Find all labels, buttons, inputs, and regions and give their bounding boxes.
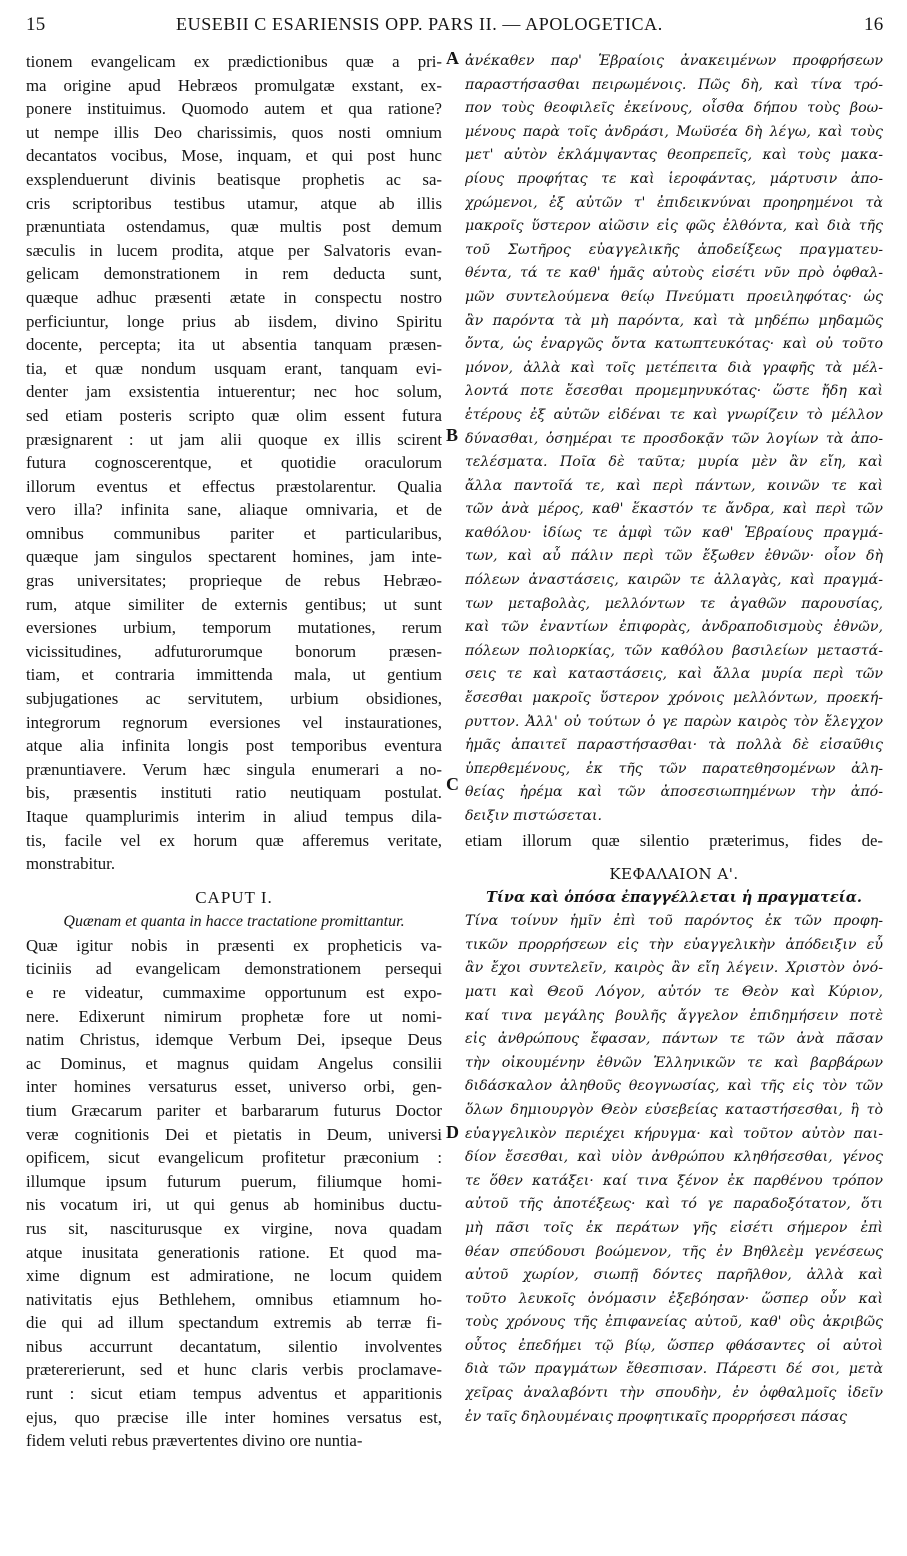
text-line: αὐτοῦ τῆς ἀποτέξεως· καὶ τό γε παραδοξότατον, ὅτι — [465, 1196, 883, 1213]
text-line: θέαν σπεύδουσι βοώμενον, τῆς ἐν Βηθλεὲμ γενέσεως — [465, 1243, 883, 1260]
text-line: μετ' αὐτὸν ἐκλάμψαντας θεοπρεπεῖς, καὶ τοὺς μακα- — [465, 147, 883, 164]
chapter-heading-latin: CAPUT I. — [195, 887, 273, 907]
text-line: εἰς ἀνθρώπους ἔφασαν, πάντων τε τῶν ἀνὰ πᾶσαν — [465, 1031, 883, 1048]
text-line: λοντά ποτε ἔσεσθαι προμεμηνυκότας· ὥστε ἤδη καὶ — [465, 383, 883, 400]
text-line: ἔσεσθαι μακροῖς ὕστερον χρόνοις μελλόντων, προεκή- — [465, 690, 883, 707]
text-line: πόλεων πολιορκίας, τῶν καθόλου βασιλείων μεταστά- — [465, 642, 883, 659]
text-line: decantatos vocibus, Mose, inquam, et qui post hunc — [26, 146, 442, 166]
text-line: δειξιν πιστώσεται. — [465, 808, 603, 824]
text-line: cris scriptoribus testibus utamur, atque ab illis — [26, 193, 442, 213]
text-line: ἡμᾶς ἀπαιτεῖ παραστήσασθαι· τὰ πολλὰ δὲ εἰσαῦθις — [465, 737, 883, 754]
text-line: fidem veluti rebus prævertentes divino ore nuntia- — [26, 1431, 363, 1451]
text-line: die qui ad illum spectandum extremis ab terræ fi- — [26, 1313, 442, 1333]
text-line: ἐν ταῖς δηλουμέναις προφητικαῖς προρρήσεσι πάσας — [465, 1408, 847, 1425]
text-line: integrorum regnorum eversiones vel instaurationes, — [26, 712, 442, 732]
text-line: ponere instituimus. Quomodo autem et qua ratione? — [26, 99, 442, 119]
text-line: τε ὅθεν κατάξει· καί τινα ξένον ἐκ παρθένου τρόπον — [465, 1172, 883, 1189]
text-line: ἂν ἔχοι συντελεῖν, καιρὸς ἂν εἴη λέγειν. Χριστὸν ὀνό- — [465, 960, 883, 977]
text-line: τοῦτο λευκοῖς ὀνόμασιν ἐξεβόησαν· ὥσπερ οὖν καὶ — [465, 1290, 883, 1307]
text-line: καὶ τῶν ἐναντίων ἐπιφορὰς, ἀνδραποδισμοὺς ἐθνῶν, — [465, 619, 883, 636]
text-line: διδάσκαλον ἀληθοῦς θεογνωσίας, καὶ τῆς εἰς τὸν τῶν — [465, 1078, 883, 1095]
text-line: πόλεων ἀναστάσεις, καιρῶν τε ἀλλαγὰς, καὶ πραγμά- — [465, 572, 883, 589]
text-line: των μεταβολὰς, μελλόντων τε ἀγαθῶν παρουσίας, — [465, 595, 883, 612]
text-line: μένους παρὰ τοῖς ἀνδράσι, Μωϋσέα δὴ λέγω, καὶ τοὺς — [465, 123, 883, 140]
text-line: tis, facile vel ex horum quæ afferemus veritate, — [26, 830, 442, 850]
text-line: καί τινα μεγάλης βουλῆς ἄγγελον ἐπιδημήσειν ποτὲ — [465, 1007, 883, 1024]
text-line: χεῖρας ἀναλαβόντι τὴν σπουδὴν, ἐν ὀφθαλμοῖς ἰδεῖν — [465, 1385, 883, 1402]
text-line: prætererierunt, sed et hunc claris verbis proclamave- — [26, 1360, 442, 1380]
text-line: οὗτος ἐπεδήμει τῷ βίῳ, ὥσπερ φθάσαντες οἱ αὐτοὶ — [465, 1337, 883, 1354]
chapter-subtitle-latin: Quænam et quanta in hacce tractatione promittantur. — [63, 912, 405, 930]
section-gap — [465, 852, 883, 862]
text-line: tia, et quæ nondum usquam erant, tanquam evi- — [26, 358, 442, 378]
text-line: tium Græcarum pariter et barbararum futurus Doctor — [26, 1100, 442, 1120]
text-line: μῶν συντελούμενα θείῳ Πνεύματι προειληφότας· ὡς — [465, 288, 883, 305]
text-line: quæque jam singulos spectarent homines, jam inte- — [26, 547, 442, 567]
text-line: σεις τε καὶ καταστάσεις, καὶ ἄλλα μυρία περὶ τῶν — [465, 666, 883, 683]
text-line: των, καὶ αὖ πάλιν περὶ τῶν ἔξωθεν ἐθνῶν· οἷον δὴ — [465, 548, 883, 565]
text-line: natim Christus, idemque Verbum Dei, ipseque Deus — [26, 1030, 442, 1050]
text-line: θέντα, τά τε καθ' ἡμᾶς αὐτοὺς εἰσέτι νῦν πρὸ ὀφθαλ- — [465, 265, 883, 282]
text-line: ρυττον. Ἀλλ' οὐ τούτων ὁ γε παρὼν καιρὸς τὸν ἔλεγχον — [465, 713, 883, 730]
latin-continuation-line: etiam illorum quæ silentio præterimus, fides de- — [465, 830, 883, 850]
text-line: ἄλλα παντοῖά τε, καὶ περὶ πάντων, κοινῶν τε καὶ — [465, 477, 883, 494]
text-line: subjugationes ac servitutem, urbium obsidiones, — [26, 689, 442, 709]
text-line: ρίους προφήτας τε καὶ ἱεροφάντας, μάρτυσιν ἀπο- — [465, 170, 883, 187]
margin-letter-a: A — [446, 48, 459, 68]
text-line: δίον ἔσεσθαι, καὶ υἱὸν ἀνθρώπου κληθήσεσθαι, γένος — [465, 1149, 883, 1166]
text-line: monstrabitur. — [26, 854, 116, 874]
text-line: docente, percepta; ita ut absentia tanquam præsen- — [26, 335, 442, 355]
text-line: τελέσματα. Ποῖα δὲ ταῦτα; μυρία μὲν ἂν εἴη, καὶ — [465, 454, 883, 471]
margin-letter-b: B — [446, 425, 459, 445]
text-line: opificem, sicut evangelicum profitetur præconium : — [26, 1148, 442, 1168]
text-line: omnibus communibus pariter et particularibus, — [26, 523, 442, 543]
latin-column — [26, 50, 442, 1453]
text-line: veræ cognitionis Dei et pietatis in Deum, universi — [26, 1124, 442, 1144]
text-line: nis vocatum iri, ut qui genus ab hominibus ductu- — [26, 1195, 442, 1215]
text-line: perficiuntur, longe prius ab iisdem, divino Spiritu — [26, 311, 442, 331]
text-line: Itaque quamplurimis interim in aliud tempus dila- — [26, 807, 442, 826]
text-line: ut nempe illis Deo charissimis, quos nosti omnium — [26, 122, 442, 142]
text-line: gras universitates; proprieque de rebus Hebræo- — [26, 571, 442, 591]
greek-chapter-paragraph — [465, 910, 883, 1429]
chapter-subtitle-greek: Τίνα καὶ ὁπόσα ἐπαγγέλλεται ἡ πραγματεία. — [486, 889, 862, 907]
text-line: ac Dominus, et magnus quidam Angelus consilii — [26, 1053, 442, 1073]
text-line: rum, atque similiter de externis gentibus; ut sunt — [26, 594, 442, 614]
text-line: αὐτοῦ χωρίον, σιωπῇ δόντες παρῆλθον, ἀλλὰ καὶ — [465, 1267, 883, 1284]
text-line: ματι καὶ Θεοῦ Λόγον, αὐτόν τε Θεὸν καὶ Κύριον, — [465, 983, 883, 1000]
text-line: atque alia infinita longis post temporibus eventura — [26, 736, 442, 756]
text-line: ὑπερθεμένους, ἐκ τῆς τῶν παρατεθησομένων ἀλη- — [465, 760, 883, 777]
text-line: futura cognoscerentque, et quotidie oraculorum — [26, 453, 442, 473]
text-line: ma origine apud Hebræos promulgatæ exstant, ex- — [26, 75, 442, 95]
section-gap — [26, 876, 442, 886]
text-line: sæculis in lucem prodita, atque per Salvatoris evan- — [26, 240, 442, 260]
text-line: ejus, quo præcise ille inter homines versatus est, — [26, 1407, 442, 1427]
text-line: illumque ipsum futurum puerum, filiumque homi- — [26, 1171, 442, 1191]
text-line: τῶν ἀνὰ μέρος, καθ' ἕκαστόν τε ἄνδρα, καὶ περὶ τῶν — [465, 501, 883, 518]
text-line: εὐαγγελικὸν περιέχει κήρυγμα· καὶ τοῦτον αὐτὸν παι- — [465, 1125, 883, 1142]
text-line: nere. Edixerunt nimirum prophetæ fore ut nomi- — [26, 1006, 442, 1026]
text-line: bis, præsentis instituti ratio neutiquam postulat. — [26, 783, 442, 803]
text-line: exsplenduerunt divinis beatisque prophetis ac sa- — [26, 169, 442, 189]
text-line: καθόλου· ἰδίως τε ἀμφὶ τῶν καθ' Ἑβραίους πραγμά- — [465, 524, 883, 541]
text-line: ὄντα, ὡς ἐναργῶς ὄντα κατωπτευκότας· καὶ οὐ τοῦτο — [465, 336, 883, 353]
text-line: vero illa? infinita sane, aliaque omnivaria, et de — [26, 500, 442, 520]
text-line: τοὺς χρόνους τῆς ἐπιφανείας αὐτοῦ, καθ' οὓς ἀκριβῶς — [465, 1314, 883, 1331]
text-line: inter homines versaturus esset, universo orbi, gen- — [26, 1077, 442, 1097]
text-line: θείας ἠρέμα καὶ τῶν ἀποσεσιωπημένων τὴν ἀπό- — [465, 784, 883, 801]
text-line: vicissitudines, adfuturorumque bonorum præsen- — [26, 641, 442, 661]
text-line: Quæ igitur nobis in præsenti ex propheticis va- — [26, 935, 442, 955]
margin-letter-c: C — [446, 774, 459, 794]
latin-paragraph — [26, 50, 442, 876]
greek-paragraph — [465, 50, 883, 829]
text-line: ὅλων δημιουργὸν Θεὸν εὐσεβείας καταστήσεσθαι, ἣ τὸ — [465, 1101, 883, 1118]
text-line: gelicam demonstrationem in rem deducta sunt, — [26, 264, 442, 284]
text-line: τοῦ Σωτῆρος εὐαγγελικῆς ἀποδείξεως πραγματευ- — [465, 241, 883, 258]
text-line: παραστήσασθαι πειρωμένοις. Πῶς δὴ, καὶ τίνα τρό- — [465, 76, 883, 93]
greek-column — [465, 50, 883, 1429]
text-line: nibus accurrunt decantatum, silentio involventes — [26, 1336, 442, 1356]
chapter-heading-greek: ΚΕΦΑΛΑΙΟΝ Α'. — [609, 865, 739, 884]
text-line: ἑτέρους ἐξ αὐτῶν εἰδέναι τε καὶ γνωρίζειν τὸ μέλλον — [465, 406, 883, 423]
text-line: δύνασθαι, ὁσημέραι τε προσδοκᾷν τῶν λογίων τὰ ἀπο- — [465, 430, 883, 447]
text-line: χρώμενοι, ἐξ αὐτῶν τ' ἐπιδεικνύναι προηρημένοι τὰ — [465, 194, 883, 211]
text-line: tiam, et contraria immittenda mala, ut gentium — [26, 665, 442, 685]
text-line: τὴν οἰκουμένην ἐθνῶν Ἑλληνικῶν τε καὶ βαρβάρων — [465, 1054, 883, 1071]
text-line: ἂν παρόντα τὰ μὴ παρόντα, καὶ τὰ μηδέπω μηδαμῶς — [465, 312, 883, 329]
text-line: ticiniis ad evangelicam demonstrationem persequi — [26, 959, 442, 979]
text-line: μὴ πᾶσι τοῖς ἐκ περάτων γῆς εἰσέτι σήμερον ἐπὶ — [465, 1219, 883, 1236]
running-header-title: EUSEBII C ESARIENSIS OPP. PARS II. — APOLOGETICA. — [176, 14, 663, 34]
text-line: τικῶν προρρήσεων εἰς τὴν εὐαγγελικὴν ἀπόδειξιν εὖ — [465, 936, 883, 953]
text-line: prænuntiavere. Verum hæc singula enumerari a no- — [26, 759, 442, 779]
text-line: denter jam exsistentia intuerentur; nec hoc solum, — [26, 382, 442, 402]
text-line: prænuntiata ostendamus, quæ multis post demum — [26, 217, 442, 237]
text-line: xime dignum est admiratione, ne locum quidem — [26, 1266, 442, 1286]
text-line: e re videatur, cummaxime opportunum est expo- — [26, 982, 442, 1002]
text-line: διὰ τῶν πραγμάτων ἔθεσπισαν. Πάρεστι δέ σοι, μετὰ — [465, 1361, 883, 1378]
text-line: μακροῖς ὕστερον αἰῶσιν εἰς φῶς ἐλθόντα, καὶ διὰ τῆς — [465, 218, 883, 235]
text-line: runt : sicut etiam tempus adventus et apparitionis — [26, 1384, 442, 1404]
page-number-left: 15 — [26, 14, 46, 35]
text-line: illorum eventus et effectus præstolarentur. Qualia — [26, 476, 442, 496]
text-line: Τίνα τοίνυν ἡμῖν ἐπὶ τοῦ παρόντος ἐκ τῶν προφη- — [465, 913, 883, 930]
text-line: μόνον, ἀλλὰ καὶ τοῖς μετέπειτα διὰ γραφῆς τὰ μέλ- — [465, 359, 883, 376]
text-line: atque inusitata generationis ratione. Et quod ma- — [26, 1242, 442, 1262]
text-line: rus sit, nasciturusque ex virgine, nova quadam — [26, 1218, 442, 1238]
text-line: sed etiam posteris scripto quæ olim essent futura — [26, 405, 442, 425]
text-line: eversiones urbium, temporum mutationes, rerum — [26, 618, 442, 638]
margin-letter-d: D — [446, 1122, 459, 1142]
text-line: ἀνέκαθεν παρ' Ἑβραίοις ἀνακειμένων προφρήσεων — [465, 53, 883, 69]
text-line: quæque adhuc præsenti ætate in conspectu nostro — [26, 287, 442, 307]
text-line: tionem evangelicam ex prædictionibus quæ a pri- — [26, 52, 442, 71]
page-number-right: 16 — [864, 14, 884, 35]
text-line: præsignarent : ut jam alii quoque ex illis scirent — [26, 429, 442, 449]
text-line: πον τοὺς θεοφιλεῖς ἐκείνους, οἶσθα δήπου τοὺς βοω- — [465, 100, 883, 117]
text-line: nativitatis ejus Bethlehem, omnibus etiamnum ho- — [26, 1289, 442, 1309]
latin-chapter-paragraph — [26, 934, 442, 1453]
